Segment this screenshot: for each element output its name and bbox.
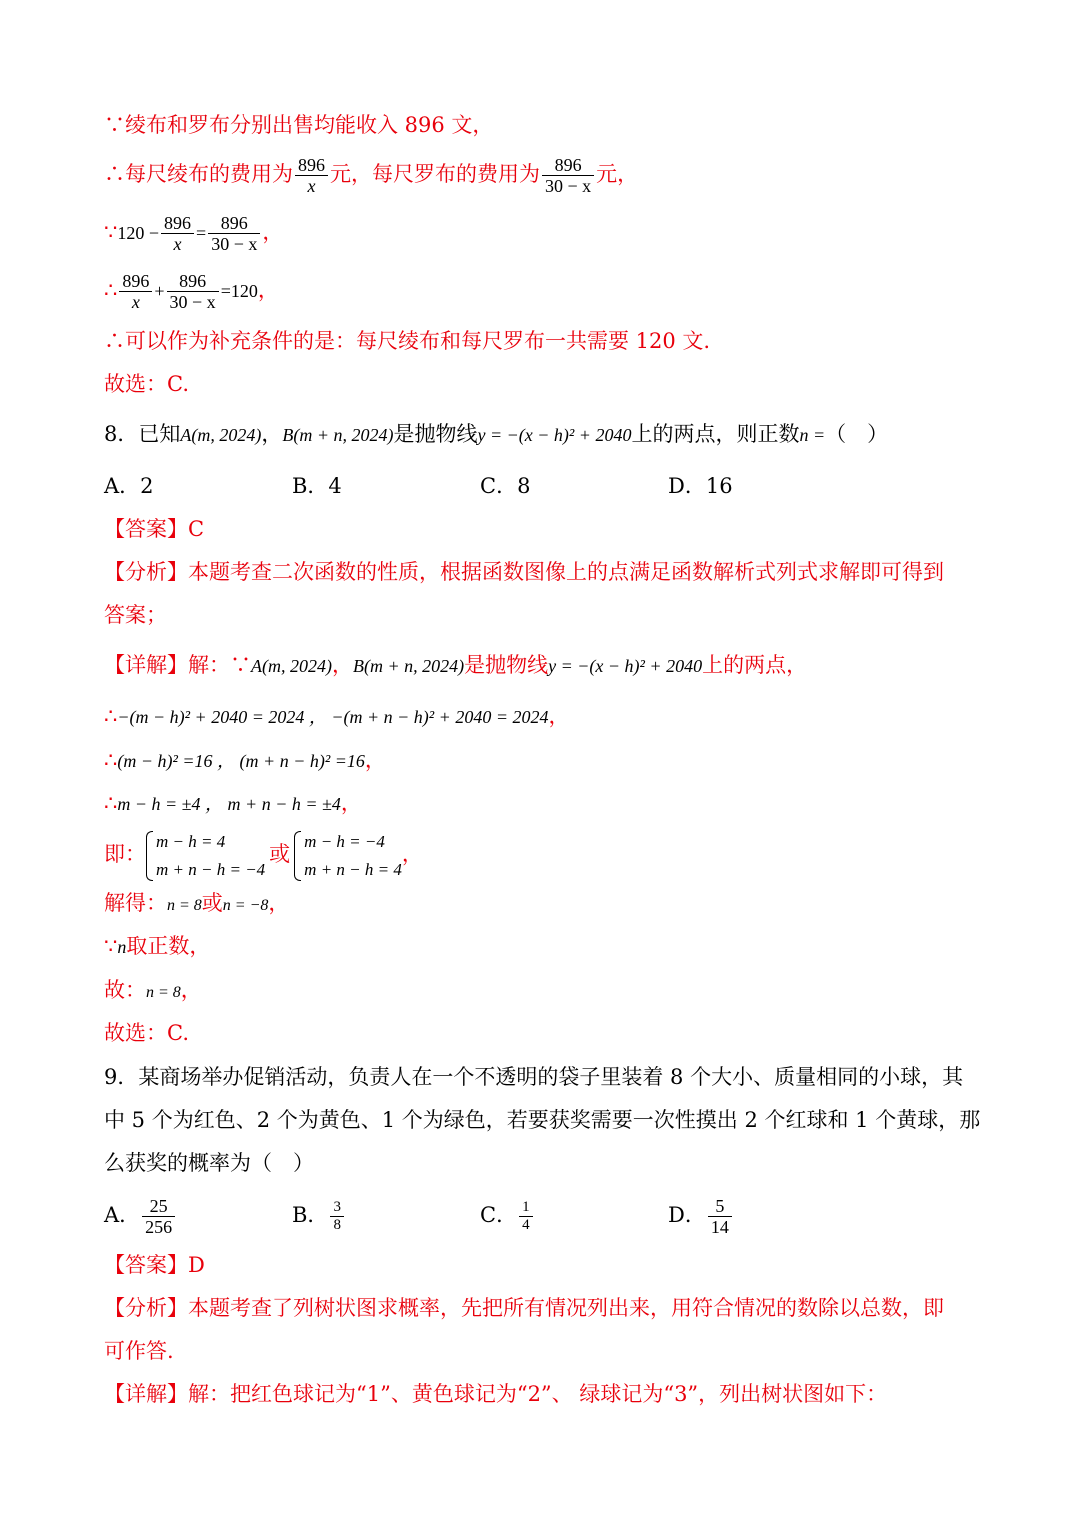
question-8-step-3: ∴m − h = ±4 ， m + n − h = ±4， (104, 791, 362, 815)
fraction: $\frac{1}{4}$ (519, 1199, 533, 1234)
question-8-step-5: 解得：n = 8或n = −8， (104, 891, 290, 915)
question-8-analysis-1: 【分析】本题考查二次函数的性质，根据函数图像上的点满足函数解析式列式求解即可得到 (104, 560, 944, 584)
option-a: A．2 (104, 474, 154, 498)
fraction: $\frac{896}{x}$ (161, 213, 194, 254)
fraction: $\frac{896}{30 - x}$ (167, 271, 219, 312)
question-8-step-6: ∵n取正数， (104, 934, 211, 958)
question-9-stem-2: 中 5 个为红色、2 个为黄色、1 个为绿色，若要获奖需要一次性摸出 2 个红球和 1 个黄球，那 (104, 1108, 981, 1132)
solution-line-1: ∵绫布和罗布分别出售均能收入 896 文， (104, 113, 494, 137)
question-8-answer: 【答案】C (104, 517, 205, 541)
question-9-detail: 【详解】解：把红色球记为“1”、黄色球记为“2”、 绿球记为“3”，列出树状图如下： (104, 1382, 888, 1406)
solution-line-4: ∴ $\frac{896}{x}$ + $\frac{896}{30 - x}$ =120， (104, 271, 279, 312)
question-8-options (104, 471, 980, 501)
question-8-step-7: 故：n = 8， (104, 978, 202, 1002)
question-9-options (104, 1190, 980, 1240)
question-8-detail: 【详解】解：∵A(m, 2024)，B(m + n, 2024)是抛物线y = −(x − h)² + 2040上的两点， (104, 653, 808, 677)
solution-line-5: ∴可以作为补充条件的是：每尺绫布和每尺罗布一共需要 120 文. (104, 329, 711, 353)
question-8-step-2: ∴(m − h)² =16 ， (m + n − h)² =16， (104, 748, 386, 772)
question-9-answer: 【答案】D (104, 1253, 205, 1277)
fraction: $\frac{896}{30 - x}$ (542, 155, 594, 196)
option-d: D．16 (668, 474, 733, 498)
option-d: D． $\frac{5}{14}$ (668, 1190, 856, 1240)
solution-line-3: ∵120 − $\frac{896}{x}$ = $\frac{896}{30 - x}$ ， (104, 213, 284, 254)
option-b: B． $\frac{3}{8}$ (292, 1190, 480, 1240)
question-9-stem-3: 么获奖的概率为（ ） (104, 1151, 314, 1175)
fraction: $\frac{896}{30 - x}$ (208, 213, 260, 254)
question-8-analysis-2: 答案； (104, 603, 167, 627)
fraction: $\frac{25}{256}$ (142, 1196, 175, 1237)
solution-line-2: ∴每尺绫布的费用为 $\frac{896}{x}$ 元，每尺罗布的费用为 $\frac{896}{30 - x}$ 元， (104, 155, 639, 196)
option-c: C． $\frac{1}{4}$ (480, 1190, 668, 1240)
question-8-stem: 8．已知A(m, 2024)，B(m + n, 2024)是抛物线y = −(x − h)² + 2040上的两点，则正数n =（ ） (104, 422, 889, 446)
question-9-analysis-1: 【分析】本题考查了列树状图求概率，先把所有情况列出来，用符合情况的数除以总数，即 (104, 1296, 944, 1320)
question-9-stem-1: 9．某商场举办促销活动，负责人在一个不透明的袋子里装着 8 个大小、质量相同的小球，其 (104, 1065, 964, 1089)
question-8-step-4: 即： m − h = 4 m + n − h = −4 或 m − h = −4 m + n − h = 4 ， (104, 824, 980, 884)
solution-line-6: 故选：C. (104, 372, 189, 396)
fraction: $\frac{3}{8}$ (330, 1199, 344, 1234)
option-c: C．8 (480, 474, 531, 498)
option-b: B．4 (292, 474, 342, 498)
fraction: $\frac{896}{x}$ (119, 271, 152, 312)
equation-system-2: m − h = −4 m + n − h = 4 (294, 828, 402, 884)
fraction: $\frac{896}{x}$ (295, 155, 328, 196)
question-8-step-1: ∴−(m − h)² + 2040 = 2024 ， −(m + n − h)² + 2040 = 2024， (104, 704, 570, 728)
equation-system-1: m − h = 4 m + n − h = −4 (146, 828, 265, 884)
question-8-step-8: 故选：C. (104, 1021, 189, 1045)
option-a: A． $\frac{25}{256}$ (104, 1190, 292, 1240)
fraction: $\frac{5}{14}$ (708, 1196, 732, 1237)
question-9-analysis-2: 可作答. (104, 1339, 174, 1363)
